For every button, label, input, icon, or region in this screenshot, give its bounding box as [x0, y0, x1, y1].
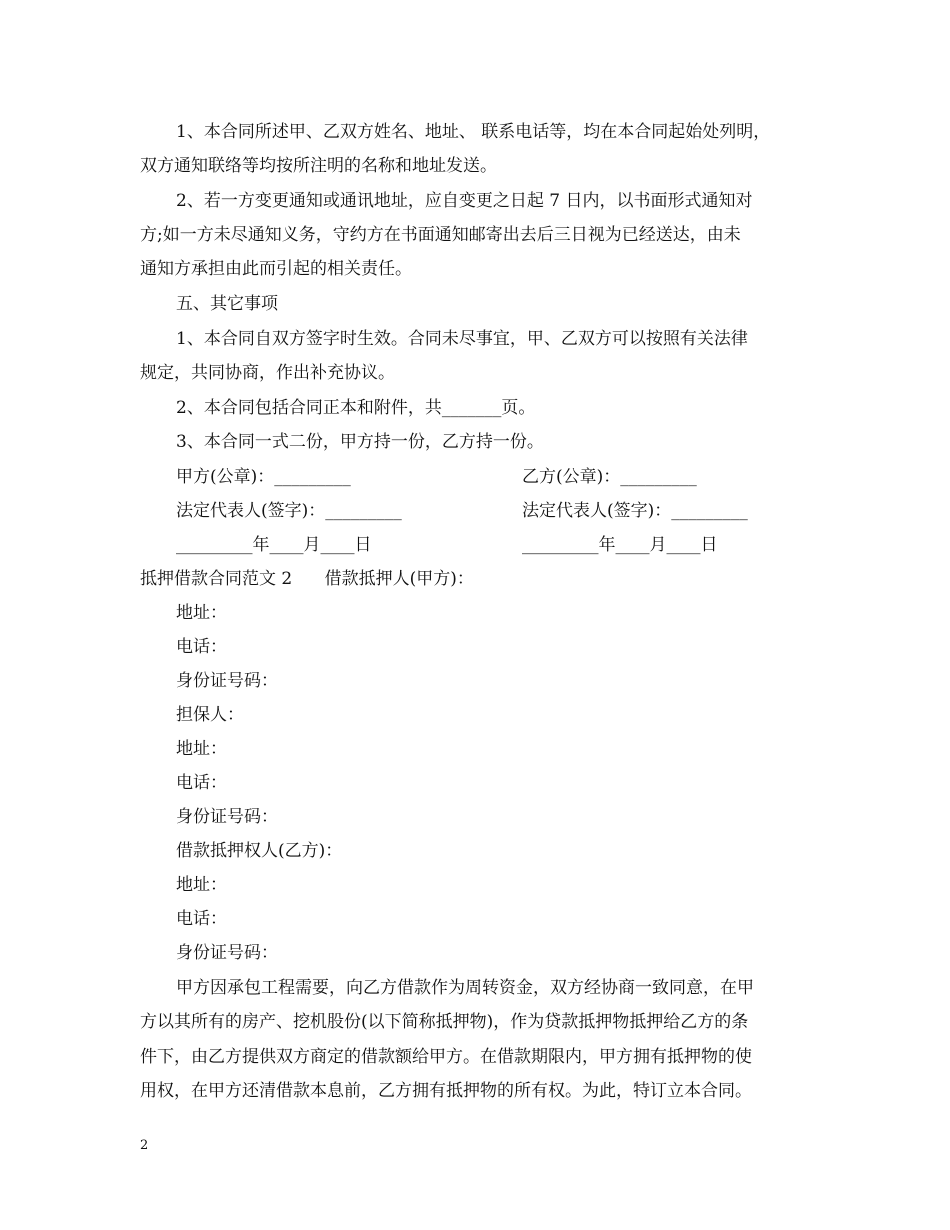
sample-2-title: 抵押借款合同范文 2 借款抵押人(甲方)： [140, 569, 474, 589]
field-guarantor-phone: 电话： [176, 773, 227, 793]
field-lender-phone: 电话： [176, 909, 227, 929]
notice-clause-1-line-1: 1、本合同所述甲、乙双方姓名、地址、 联系电话等，均在本合同起始处列明， [176, 122, 771, 142]
field-borrower-id: 身份证号码： [176, 671, 278, 691]
party-a-representative: 法定代表人(签字)：_________ [176, 501, 402, 521]
field-guarantor-id: 身份证号码： [176, 807, 278, 827]
party-b-date: _________年____月____日 [522, 535, 718, 555]
notice-clause-2-line-2: 方;如一方未尽通知义务，守约方在书面通知邮寄出去后三日视为已经送达，由未 [140, 225, 741, 245]
field-guarantor: 担保人： [176, 705, 244, 725]
other-clause-2: 2、本合同包括合同正本和附件，共_______页。 [176, 398, 536, 418]
field-borrower-phone: 电话： [176, 637, 227, 657]
field-guarantor-address: 地址： [176, 739, 227, 759]
page-number: 2 [140, 1138, 149, 1153]
body-paragraph-line-1: 甲方因承包工程需要，向乙方借款作为周转资金，双方经协商一致同意，在甲 [176, 978, 754, 998]
other-clause-1-line-2: 规定，共同协商，作出补充协议。 [140, 363, 395, 383]
field-lender-id: 身份证号码： [176, 943, 278, 963]
party-b-seal: 乙方(公章)：_________ [522, 467, 697, 487]
party-a-seal: 甲方(公章)：_________ [176, 467, 351, 487]
other-clause-3: 3、本合同一式二份，甲方持一份，乙方持一份。 [176, 432, 544, 452]
body-paragraph-line-2: 方以其所有的房产、挖机股份(以下简称抵押物)，作为贷款抵押物抵押给乙方的条 [140, 1012, 749, 1032]
party-a-date: _________年____月____日 [176, 535, 372, 555]
notice-clause-1-line-2: 双方通知联络等均按所注明的名称和地址发送。 [140, 156, 497, 176]
party-b-representative: 法定代表人(签字)：_________ [522, 501, 748, 521]
field-lender: 借款抵押权人(乙方)： [176, 841, 343, 861]
notice-clause-2-line-1: 2、若一方变更通知或通讯地址，应自变更之日起 7 日内，以书面形式通知对 [176, 191, 753, 211]
field-lender-address: 地址： [176, 875, 227, 895]
other-clause-1-line-1: 1、本合同自双方签字时生效。合同未尽事宜，甲、乙双方可以按照有关法律 [176, 329, 748, 349]
body-paragraph-line-3: 件下，由乙方提供双方商定的借款额给甲方。在借款期限内，甲方拥有抵押物的使 [140, 1047, 752, 1067]
notice-clause-2-line-3: 通知方承担由此而引起的相关责任。 [140, 259, 412, 279]
section-heading-other-matters: 五、其它事项 [176, 294, 278, 314]
field-borrower-address: 地址： [176, 603, 227, 623]
body-paragraph-line-4: 用权，在甲方还清借款本息前，乙方拥有抵押物的所有权。为此，特订立本合同。 [140, 1081, 752, 1101]
